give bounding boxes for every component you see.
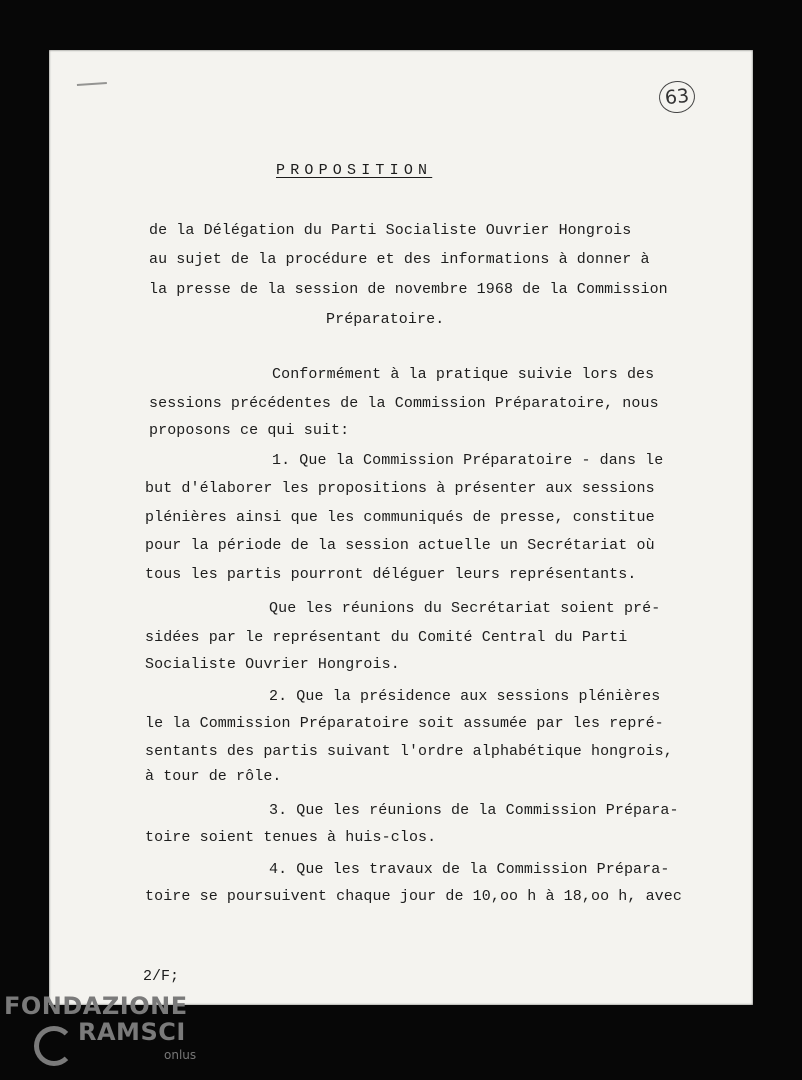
page-number-circled: 63 <box>657 79 696 115</box>
text-line: au sujet de la procédure et des informations à donner à <box>149 251 650 268</box>
text-line: sessions précédentes de la Commission Préparatoire, nous <box>149 395 659 412</box>
text-line: Conformément à la pratique suivie lors des <box>272 366 655 383</box>
text-line: le la Commission Préparatoire soit assumée par les repré- <box>145 715 664 732</box>
text-line: tous les partis pourront déléguer leurs représentants. <box>145 566 637 583</box>
watermark-g-logo-icon <box>34 1026 74 1066</box>
page-footer-ref: 2/F; <box>143 968 180 985</box>
text-line: 4. Que les travaux de la Commission Prépara- <box>269 861 670 878</box>
watermark-line3: onlus <box>164 1048 197 1062</box>
document-title: PROPOSITION <box>276 162 433 179</box>
text-line: sentants des partis suivant l'ordre alphabétique hongrois, <box>145 743 673 760</box>
watermark-line1: FONDAZIONE <box>4 992 188 1020</box>
text-line: de la Délégation du Parti Socialiste Ouvrier Hongrois <box>149 222 632 239</box>
archive-watermark <box>4 990 204 1070</box>
text-line: proposons ce qui suit: <box>149 422 350 439</box>
text-line: toire soient tenues à huis-clos. <box>145 829 437 846</box>
text-line: Préparatoire. <box>326 311 445 328</box>
text-line: toire se poursuivent chaque jour de 10,oo h à 18,oo h, avec <box>145 888 682 905</box>
text-line: 1. Que la Commission Préparatoire - dans le <box>272 452 664 469</box>
document-page <box>49 50 753 1005</box>
text-line: pour la période de la session actuelle un Secrétariat où <box>145 537 655 554</box>
text-line: la presse de la session de novembre 1968 de la Commission <box>149 281 668 298</box>
text-line: 3. Que les réunions de la Commission Prépara- <box>269 802 679 819</box>
text-line: 2. Que la présidence aux sessions plénières <box>269 688 661 705</box>
pencil-mark <box>77 82 107 89</box>
text-line: sidées par le représentant du Comité Central du Parti <box>145 629 628 646</box>
text-line: à tour de rôle. <box>145 768 282 785</box>
text-line: plénières ainsi que les communiqués de presse, constitue <box>145 509 655 526</box>
text-line: Socialiste Ouvrier Hongrois. <box>145 656 400 673</box>
text-line: Que les réunions du Secrétariat soient pré- <box>269 600 661 617</box>
text-line: but d'élaborer les propositions à présenter aux sessions <box>145 480 655 497</box>
watermark-line2: RAMSCI <box>78 1018 186 1046</box>
